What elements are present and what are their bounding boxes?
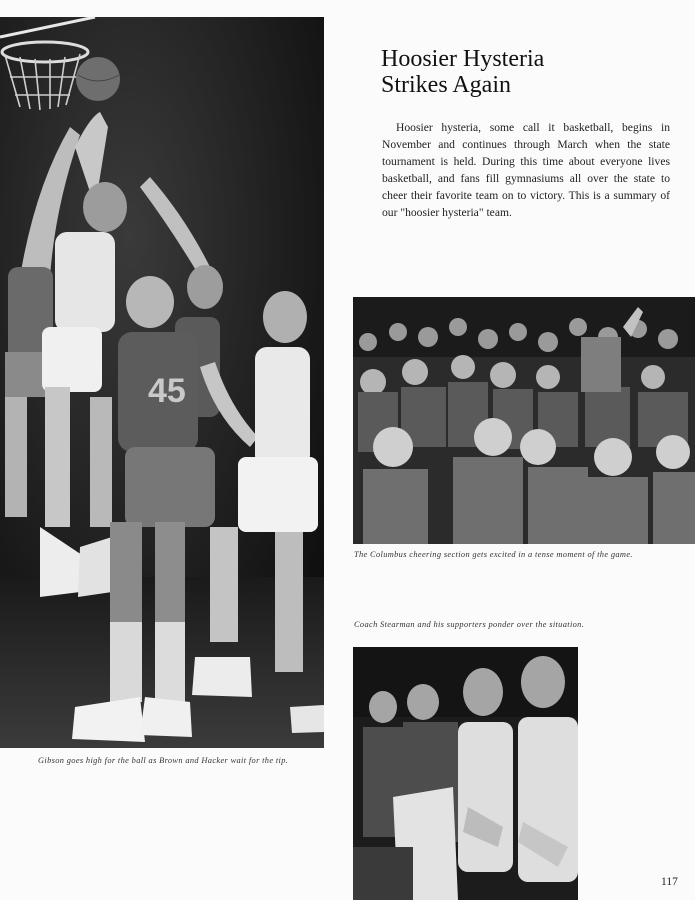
jersey-number: 45 (148, 372, 186, 410)
cheering-section-caption: The Columbus cheering section gets excited in a tense moment of the game. (354, 550, 633, 559)
basketball-photo-caption: Gibson goes high for the ball as Brown and Hacker wait for the tip. (38, 756, 289, 765)
heading-line-2: Strikes Again (381, 72, 511, 98)
cheering-section-photo (353, 297, 695, 544)
basketball-action-photo (0, 17, 324, 748)
page-heading (381, 46, 681, 98)
coach-photo-caption: Coach Stearman and his supporters ponder over the situation. (354, 620, 585, 629)
coach-supporters-photo (353, 647, 578, 900)
page-number: 117 (661, 876, 678, 888)
heading-line-1: Hoosier Hysteria (381, 46, 545, 72)
body-paragraph: Hoosier hysteria, some call it basketball, begins in November and continues through March when the state tournament is held. During this time about everyone lives basketball, and fans fill gymnasiums all over the state to cheer their favorite team on to victory. This is a summary of our "hoosier hysteria" team. (382, 121, 670, 219)
